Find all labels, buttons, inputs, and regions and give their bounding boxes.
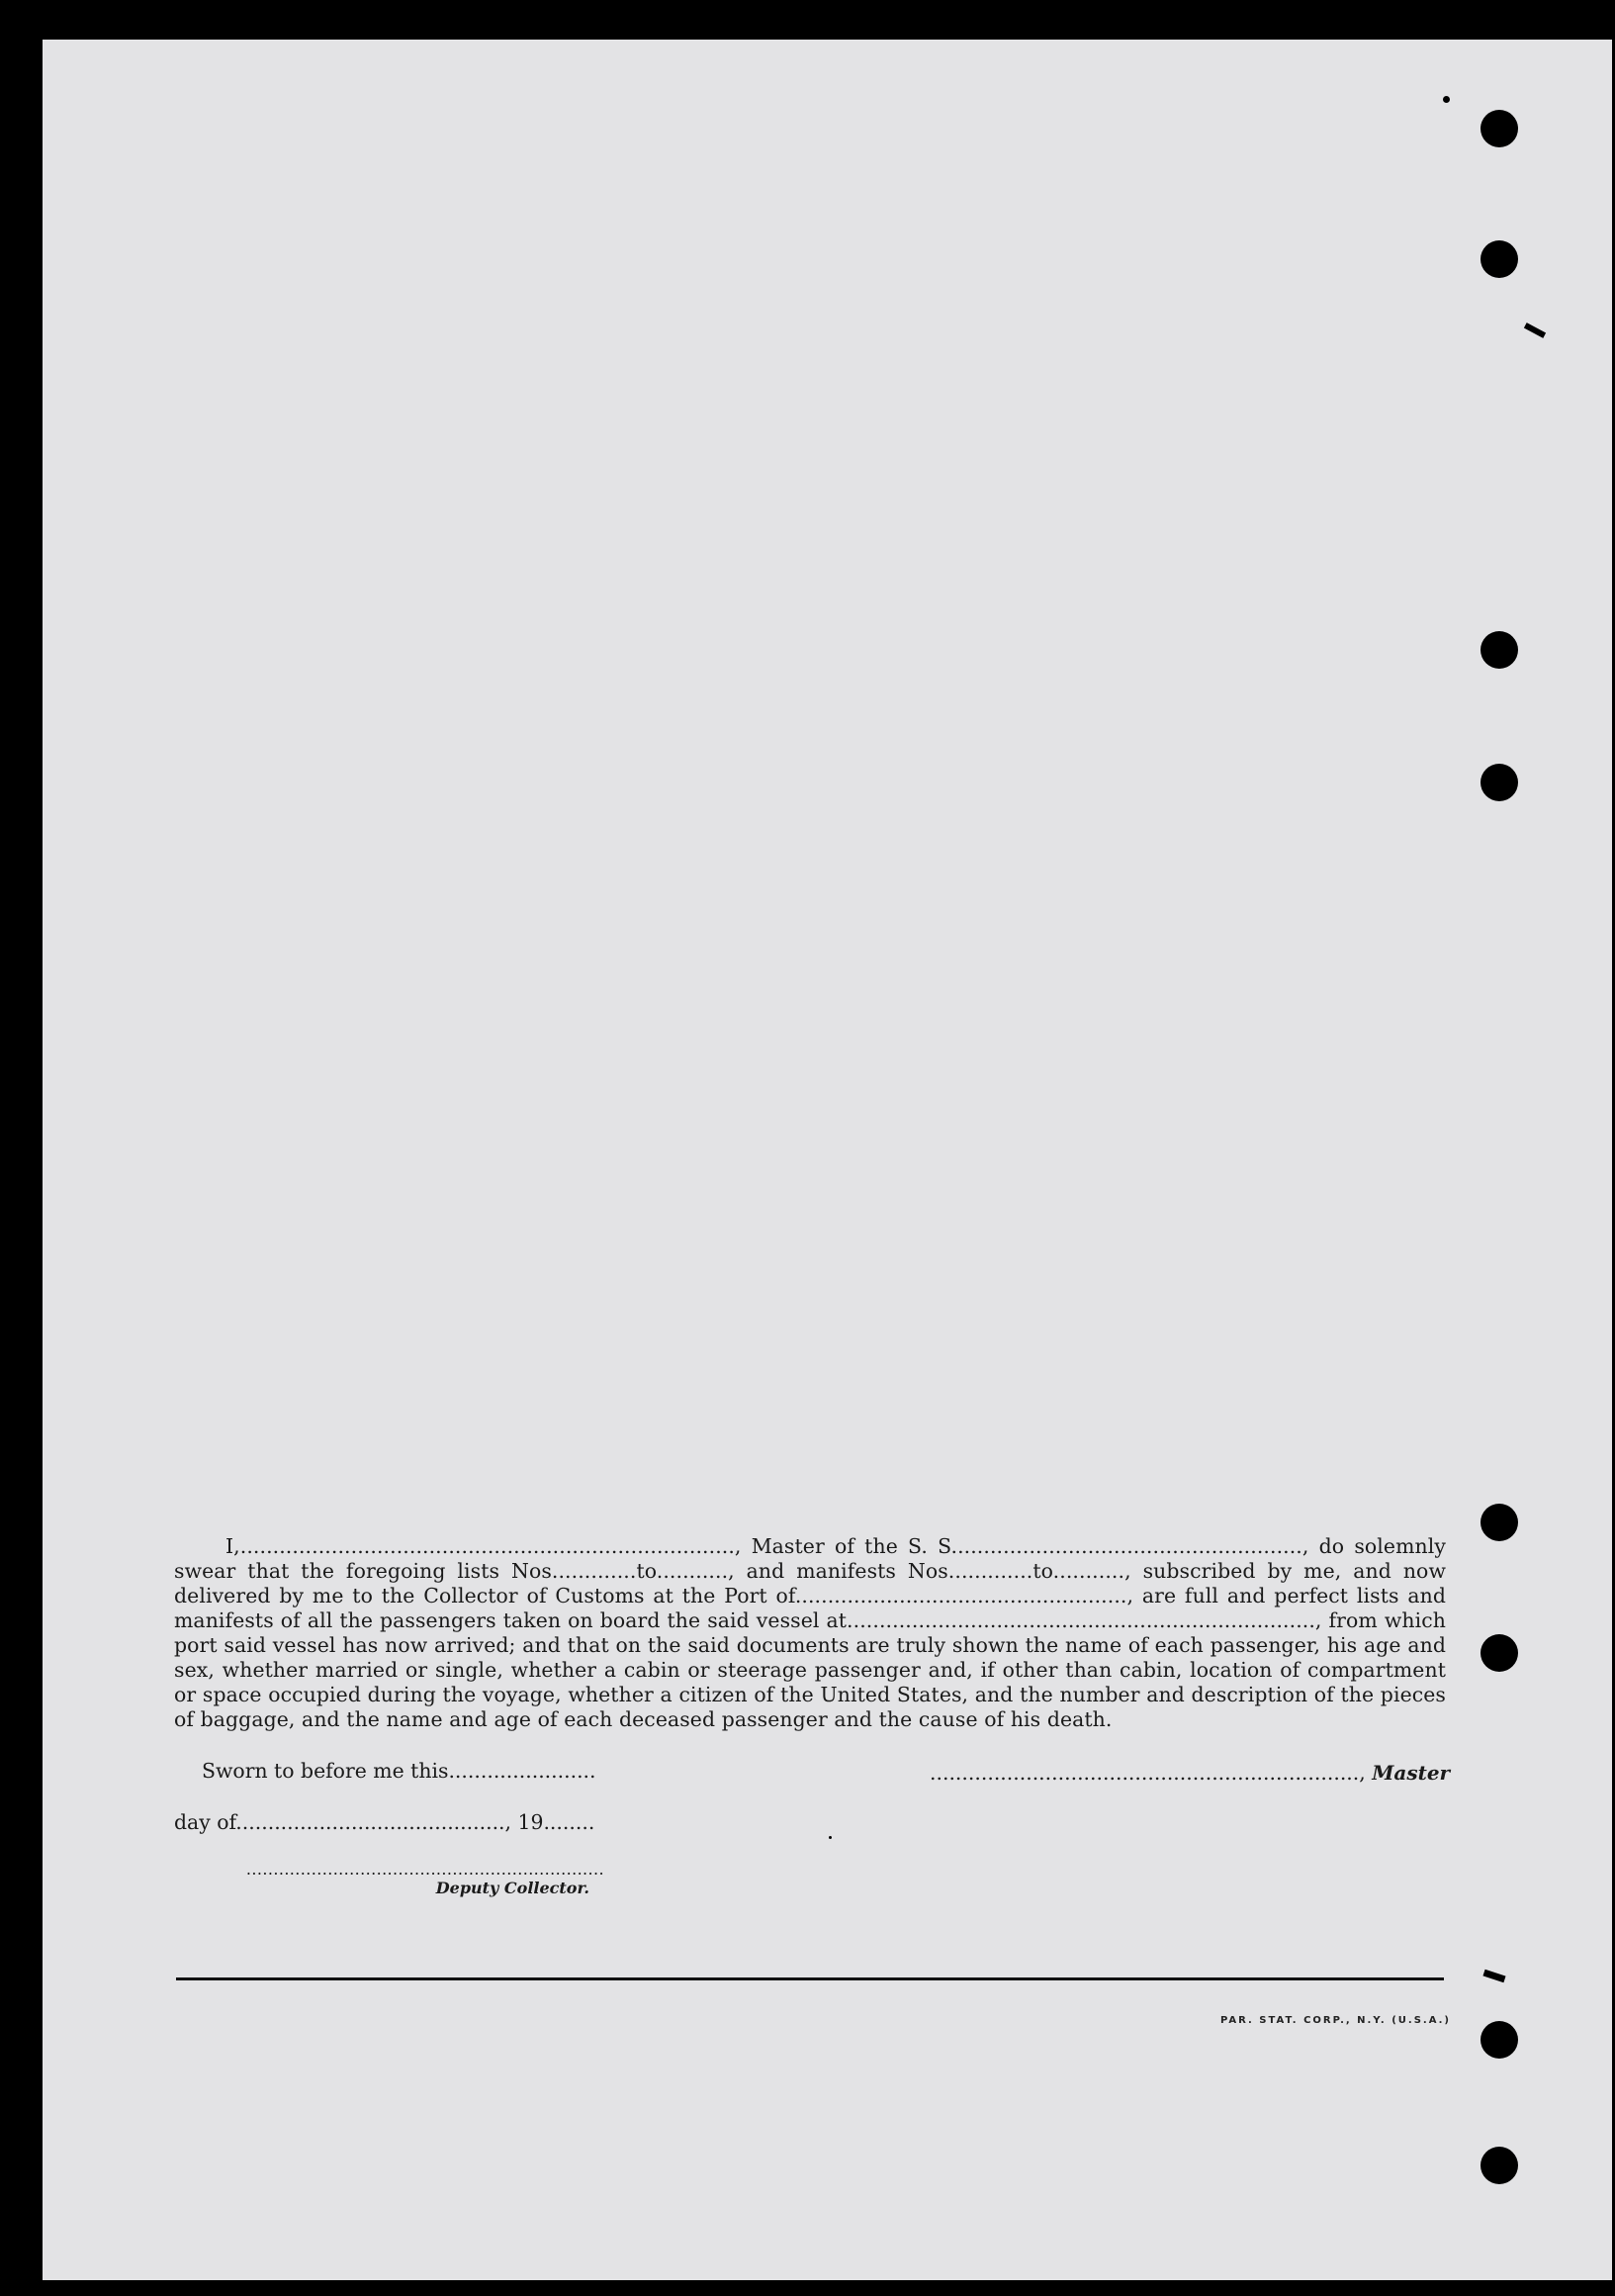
master-signature-line [930, 1761, 1450, 1785]
punch-hole [1480, 240, 1518, 278]
punch-hole [1480, 1634, 1518, 1672]
master-signature-dots: ..................................................................., [930, 1761, 1366, 1785]
printer-imprint: PAR. STAT. CORP., N.Y. (U.S.A.) [1219, 2015, 1451, 2026]
punch-hole [1480, 2147, 1518, 2184]
footer-rule [176, 1977, 1444, 1980]
punch-hole [1480, 764, 1518, 801]
scan-speck [829, 1836, 832, 1839]
day-of-line: day of.........................................., 19........ [174, 1810, 595, 1834]
master-oath-paragraph [174, 1534, 1446, 1732]
punch-hole [1480, 631, 1518, 669]
deputy-signature-dots: .................................................................. [245, 1860, 604, 1879]
scan-speck [1443, 96, 1450, 103]
document-page [43, 40, 1612, 2280]
oath-text: I,............................................................................, Master of the S. S......................................................, do solemnly swear that the foregoing lists Nos.............to..........., and manifests Nos.............to..........., subscribed by me, and now delivered by me to the Collector of Customs at the Port of..................................................., are full and perfect lists and manifests of all the passengers taken on board the said vessel at........................................................................, from which port said vessel has now arrived; and that on the said documents are truly shown the name of each passenger, his age and sex, whether married or single, whether a cabin or steerage passenger and, if other than cabin, location of compartment or space occupied during the voyage, whether a citizen of the United States, and the number and description of the pieces of baggage, and the name and age of each deceased passenger and the cause of his death. [174, 1534, 1446, 1731]
punch-hole [1480, 1504, 1518, 1541]
punch-hole [1480, 2021, 1518, 2059]
deputy-collector-label: Deputy Collector. [435, 1879, 589, 1897]
deputy-collector-signature [230, 1860, 604, 1897]
sworn-before-line: Sworn to before me this....................... [202, 1759, 596, 1783]
punch-hole [1480, 110, 1518, 147]
master-label: Master [1372, 1761, 1451, 1785]
